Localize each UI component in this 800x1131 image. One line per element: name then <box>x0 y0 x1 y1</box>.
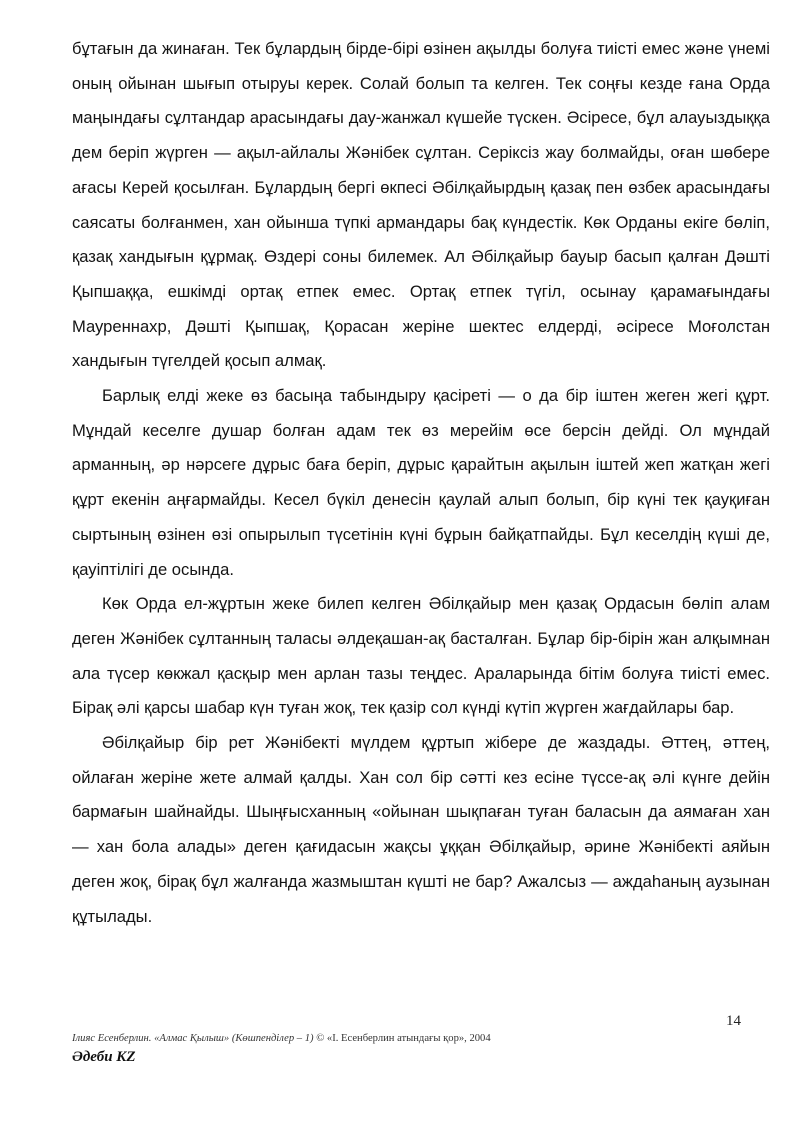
footer-citation-copyright: © «І. Есенберлин атындағы қор», 2004 <box>313 1033 491 1044</box>
paragraph: Әбілқайыр бір рет Жәнібекті мүлдем құртып жібере де жаздады. Әттең, әттең, ойлаған жеріне жете алмай қалды. Хан сол бір сәтті кез есіне түссе-ақ әлі күнге дейін бармағын шайнайды. Шыңғысханның «ойынан шықпаған туған баласын да аямаған хан — хан бола алады» деген қағидасын жақсы ұққан Әбілқайыр, әрине Жәнібекті аяйын деген жоқ, бірақ бұл жалғанда жазмыштан күшті не бар? Ажалсыз — аждаһаның аузынан құтылады. <box>72 733 770 926</box>
paragraph: Көк Орда ел-жұртын жеке билеп келген Әбілқайыр мен қазақ Ордасын бөліп алам деген Жәнібек сұлтанның таласы әлдеқашан-ақ басталған. Бұлар бір-бірін жан алқымнан ала түсер көкжал қасқыр мен арлан тазы теңдес. Араларында бітім болуға тиісті емес. Бірақ әлі қарсы шабар күн туған жоқ, тек қазір сол күнді күтіп жүрген жағдайлары бар. <box>72 594 770 718</box>
paragraph: Барлық елді жеке өз басыңа табындыру қасіреті — о да бір іштен жеген жегі құрт. Мұндай кеселге душар болған адам тек өз мерейім өсе берсін дейді. Ол мұндай арманның, әр нәрсеге дұрыс баға беріп, дұрыс қарайтын ақылын іштей жеп жатқан жегі құрт екенін аңғармайды. Кесел бүкіл денесін қаулай алып болып, бір күні тек қауқиған сыртының өзінен өзі опырылып түсетінін күні бұрын байқатпайды. Бұл кеселдің күші де, қауіптілігі де осында. <box>72 386 770 579</box>
paragraph: бұтағын да жинаған. Тек бұлардың бірде-бірі өзінен ақылды болуға тиісті емес және үнемі оның ойынан шығып отыруы керек. Солай болып та келген. Тек соңғы кезде ғана Орда маңындағы сұлтандар арасындағы дау-жанжал күшейе түскен. Әсіресе, бұл алауыздыққа дем беріп жүрген — ақыл-айлалы Жәнібек сұлтан. Серіксіз жау болмайды, оған шөбере ағасы Керей қосылған. Бұлардың бергі өкпесі Әбілқайырдың қазақ пен өзбек арасындағы саясаты болғанмен, хан ойынша түпкі армандары бақ күндестік. Көк Орданы екіге бөліп, қазақ хандығын құрмақ. Өздері соны билемек. Ал Әбілқайыр бауыр басып қалған Дәшті Қыпшаққа, ешкімді ортақ етпек емес. Ортақ етпек түгіл, осынау қарамағындағы Мауреннахр, Дәшті Қыпшақ, Қорасан жеріне шектес елдерді, әсіресе Моғолстан хандығын түгелдей қосып алмақ. <box>72 39 770 371</box>
page-number: 14 <box>726 1013 741 1029</box>
body-text <box>72 32 770 934</box>
footer-citation-title: Ілияс Есенберлин. «Алмас Қылыш» (Көшпенділер – 1) <box>72 1033 314 1044</box>
footer-citation <box>72 1033 752 1044</box>
brand-label: Әдеби KZ <box>72 1049 136 1065</box>
